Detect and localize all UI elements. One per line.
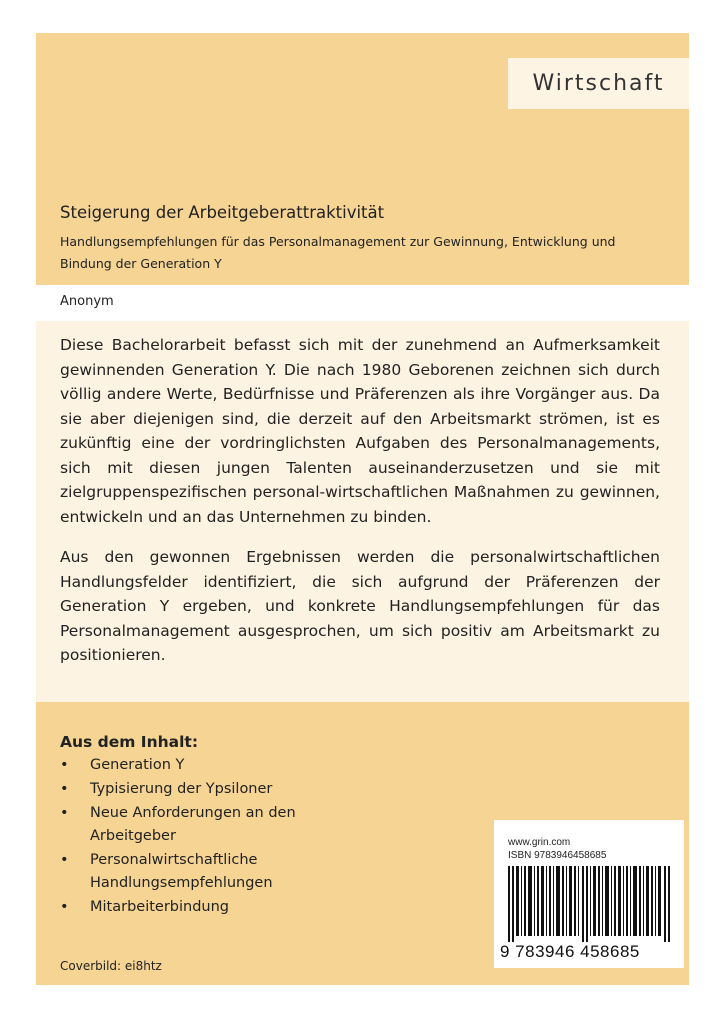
contents-heading: Aus dem Inhalt: <box>60 733 199 751</box>
abstract-panel <box>36 321 689 702</box>
bullet-icon: • <box>60 781 69 797</box>
barcode-box <box>494 820 684 968</box>
book-subtitle: Handlungsempfehlungen für das Personalmanagement zur Gewinnung, Entwicklung und Bindung der Generation Y <box>60 234 616 271</box>
publisher-url: www.grin.com <box>508 837 571 848</box>
abstract-paragraph-1: Diese Bachelorarbeit befasst sich mit der zunehmend an Aufmerksamkeit gewinnenden Generation Y. Die nach 1980 Geborenen zeichnen sich durch völlig andere Werte, Bedürfnisse und Präferenzen als ihre Vorgänger aus. Da sie aber diejenigen sind, die derzeit auf den Arbeitsmarkt strömen, ist es zukünftig eine der vordringlichsten Aufgaben des Personalmanagements, sich mit diesen jungen Talenten auseinanderzusetzen und sie mit zielgruppenspezifischen personal-wirtschaftlichen Maßnahmen zu gewinnen, entwickeln und an das Unternehmen zu binden. <box>60 336 660 526</box>
bullet-icon: • <box>60 757 69 773</box>
category-label: Wirtschaft <box>532 71 665 96</box>
bullet-icon: • <box>60 805 69 821</box>
publisher-info <box>508 836 606 862</box>
header-panel <box>36 33 689 285</box>
list-item: • Personalwirtschaftliche Handlungsempfehlungen <box>60 849 360 895</box>
list-item: • Generation Y <box>60 754 360 777</box>
bullet-icon: • <box>60 852 69 868</box>
list-item: • Typisierung der Ypsiloner <box>60 778 360 801</box>
author: Anonym <box>60 294 114 309</box>
book-title: Steigerung der Arbeitgeberattraktivität <box>60 203 385 222</box>
barcode-icon <box>508 866 670 942</box>
cover-credit: Coverbild: ei8htz <box>60 959 162 973</box>
list-item: • Neue Anforderungen an den Arbeitgeber <box>60 802 360 848</box>
barcode-digits: 9 783946 458685 <box>500 942 640 961</box>
category-label-box <box>508 58 689 109</box>
abstract-text <box>60 333 660 684</box>
list-item: • Mitarbeiterbindung <box>60 896 360 919</box>
bullet-icon: • <box>60 899 69 915</box>
abstract-paragraph-2: Aus den gewonnen Ergebnissen werden die personalwirtschaftlichen Handlungsfelder identifiziert, die sich aufgrund der Präferenzen der Generation Y ergeben, und konkrete Handlungsempfehlungen für das Personalmanagement ausgesprochen, um sich positiv am Arbeitsmarkt zu positionieren. <box>60 548 660 664</box>
contents-list <box>60 754 360 920</box>
isbn-label: ISBN 9783946458685 <box>508 850 607 861</box>
contents-panel <box>36 702 689 985</box>
